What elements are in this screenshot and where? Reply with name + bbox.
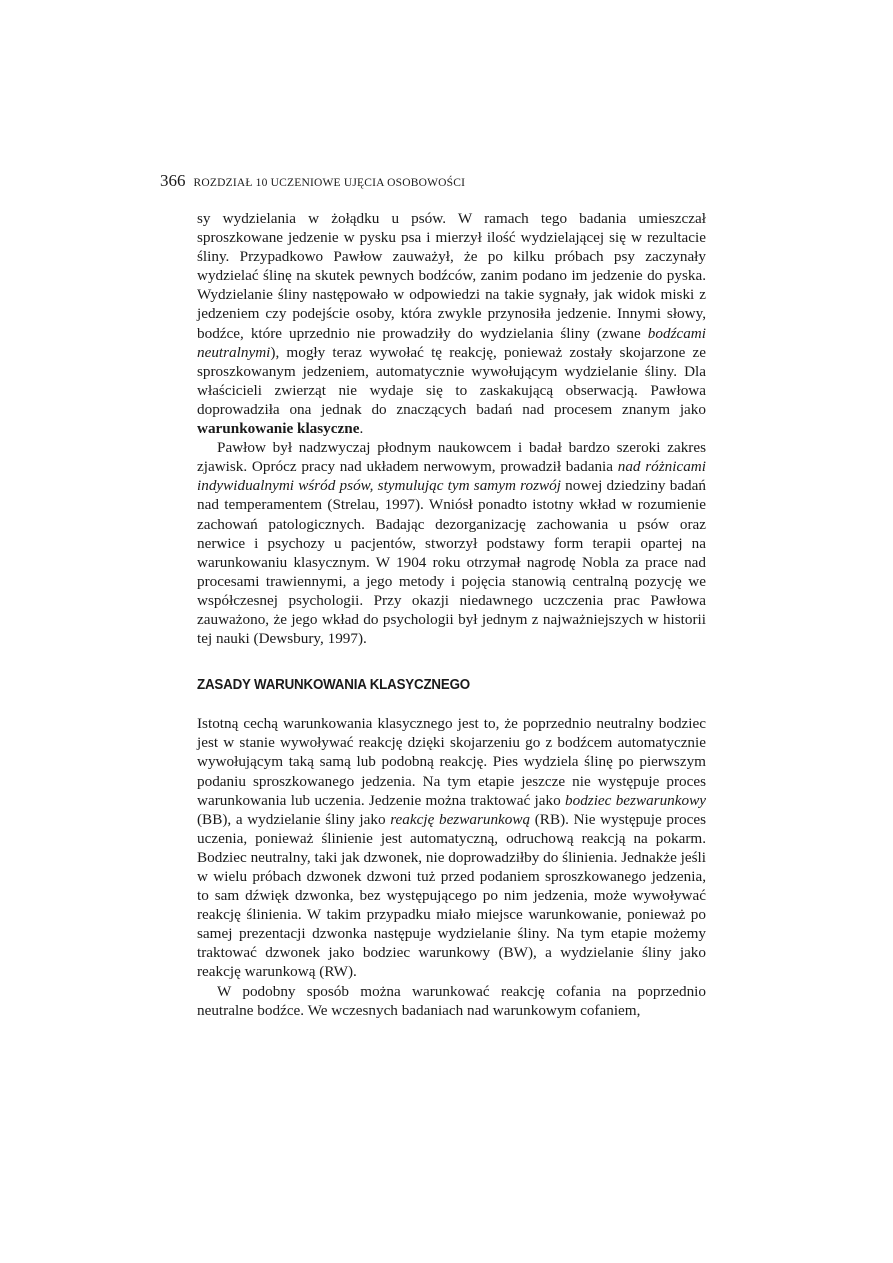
text-run: Istotną cechą warunkowania klasycznego jest to, że poprzednio neutralny bodziec jest w stanie wywoływać reakcję dzięki skojarzeniu go z bodźcem automatycznie wywołującym taką samą lub podobną reakcję. Pies wydziela ślinę po pierwszym podaniu sproszkowanego jedzenia. Na tym etapie jeszcze nie występuje proces warunkowania lub uczenia. Jedzenie można traktować jako bbox=[197, 715, 706, 809]
text-run: sy wydzielania w żołądku u psów. W ramach tego badania umieszczał sproszkowane jedzenie w pysku psa i mierzył ilość wydzielającej się w rezultacie śliny. Przypadkowo Pawłow zauważył, że po kilku próbach psy zaczynały wydzielać ślinę na skutek pewnych bodźców, zanim podano im jedzenie do pyska. Wydzielanie śliny następowało w odpowiedzi na takie sygnały, jak widok miski z jedzeniem czy podejście osoby, która zwykle przynosiła jedzenie. Innymi słowy, bodźce, które uprzednio nie prowadziły do wydzielania śliny (zwane bbox=[197, 210, 706, 342]
running-head: ROZDZIAŁ 10 UCZENIOWE UJĘCIA OSOBOWOŚCI bbox=[193, 177, 466, 189]
text-run: W podobny sposób można warunkować reakcję cofania na poprzednio neutralne bodźce. We wczesnych badaniach nad warunkowym cofaniem, bbox=[197, 982, 706, 1019]
page-header bbox=[160, 171, 720, 191]
italic-text: bodziec bezwarunkowy bbox=[565, 791, 706, 809]
italic-text: nad różnicami indywidualnymi wśród psów, stymulując tym samym rozwój bbox=[197, 458, 706, 495]
section-heading: ZASADY WARUNKOWANIA KLASYCZNEGO bbox=[197, 677, 470, 694]
text-run: (RB). Nie występuje proces uczenia, ponieważ ślinienie jest automatyczną, odruchową reakcją na pokarm. Bodziec neutralny, taki jak dzwonek, nie doprowadziłby do ślinienia. Jednakże jeśli w wielu próbach dzwonek dzwoni tuż przed podaniem sproszkowanego jedzenia, to sam dźwięk dzwonka, bez występującego po nim jedzenia, może wywoływać reakcję ślinienia. W takim przypadku miało miejsce warunkowanie, ponieważ po samej prezentacji dzwonka następuje wydzielanie śliny. Na tym etapie możemy traktować dzwonek jako bodziec warunkowy (BW), a wydzielanie śliny jako reakcję warunkową (RW). bbox=[197, 810, 707, 981]
text-run: (BB), a wydzielanie śliny jako bbox=[197, 810, 391, 828]
text-run: Pawłow był nadzwyczaj płodnym naukowcem i badał bardzo szeroki zakres zjawisk. Oprócz pracy nad układem nerwowym, prowadził badania bbox=[197, 439, 706, 476]
paragraph bbox=[197, 714, 706, 981]
paragraph bbox=[197, 982, 706, 1020]
paragraph bbox=[197, 438, 706, 648]
page-number: 366 bbox=[160, 171, 186, 190]
page-body bbox=[197, 209, 706, 1020]
text-run: nowej dziedziny badań nad temperamentem (Strelau, 1997). Wniósł ponadto istotny wkład w rozumienie zachowań patologicznych. Badając dezorganizację zachowania u psów oraz nerwice i psychozy u pacjentów, stworzył podstawy form terapii opartej na warunkowaniu klasycznym. W 1904 roku otrzymał nagrodę Nobla za prace nad procesami trawiennymi, a jego metody i pojęcia stanowią centralną pozycję we współczesnej psychologii. Przy okazji niedawnego uczczenia prac Pawłowa zauważono, że jego wkład do psychologii był jednym z najważniejszych w historii tej nauki (Dewsbury, 1997). bbox=[197, 477, 706, 648]
text-run: . bbox=[359, 420, 364, 438]
italic-text: bodźcami neutralnymi bbox=[197, 324, 706, 361]
paragraph bbox=[197, 209, 706, 438]
bold-term: warunkowanie klasyczne bbox=[197, 420, 360, 438]
text-run: ), mogły teraz wywołać tę reakcję, ponieważ zostały skojarzone ze sproszkowanym jedzeniem, automatycznie wywołującym wydzielanie śliny. Dla właścicieli zwierząt nie wydaje się to zaskakującą obserwacją. Pawłowa doprowadziła ona jednak do znaczących badań nad procesem znanym jako bbox=[197, 343, 706, 418]
italic-text: reakcję bezwarunkową bbox=[390, 810, 531, 828]
